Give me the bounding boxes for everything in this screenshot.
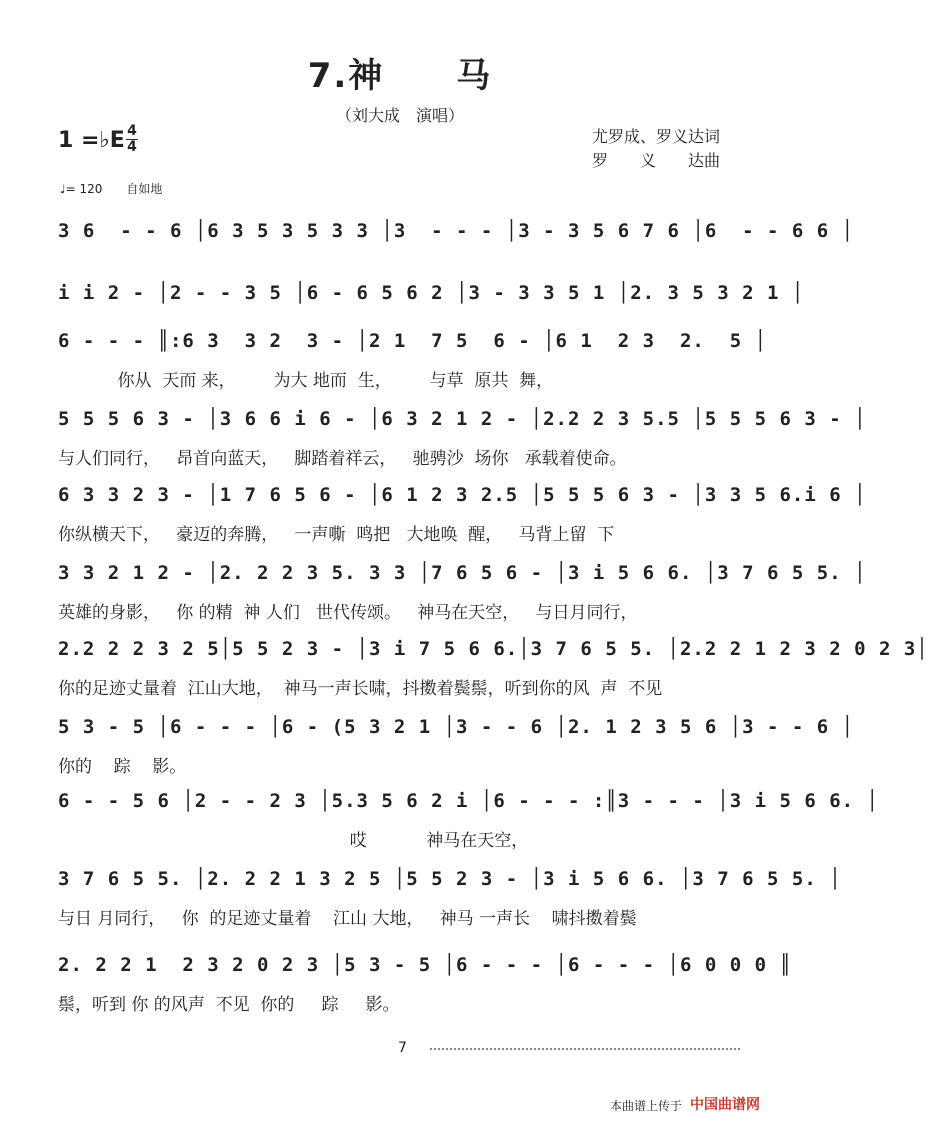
notation-row	[58, 408, 867, 442]
key-signature: 1 =♭E	[58, 128, 125, 153]
footer-text: 本曲谱上传于	[610, 1099, 683, 1113]
notation-row	[58, 330, 768, 364]
notation-line: 6 - - - ║:6 3 3 2 3 - │2 1 7 5 6 - │6 1 2 3 2. 5 │	[58, 330, 768, 352]
lyric-line: 与人们同行， 昂首向蓝天， 脚踏着祥云， 驰骋沙 场你 承载着使命。	[58, 449, 627, 469]
notation-line: 2.2 2 2 3 2 5│5 5 2 3 - │3 i 7 5 6 6.│3 7 6 5 5. │2.2 2 1 2 3 2 0 2 3│	[58, 638, 929, 660]
notation-row	[58, 790, 879, 824]
notation-line: 5 3 - 5 │6 - - - │6 - (5 3 2 1 │3 - - 6 │2. 1 2 3 5 6 │3 - - 6 │	[58, 716, 855, 738]
notation-line: 2. 2 2 1 2 3 2 0 2 3 │5 3 - 5 │6 - - - │6 - - - │6 0 0 0 ║	[58, 954, 792, 976]
time-signature	[126, 124, 138, 155]
notation-row	[58, 716, 855, 750]
notation-line: 5 5 5 6 3 - │3 6 6 i 6 - │6 3 2 1 2 - │2.2 2 3 5.5 │5 5 5 6 3 - │	[58, 408, 867, 430]
notation-row	[58, 484, 867, 518]
time-sig-bottom: 4	[127, 139, 137, 155]
lyricist-credit: 尤罗成、罗义达词	[592, 127, 721, 146]
song-title: 7.神 马	[307, 56, 493, 96]
notation-line: 3 6 - - 6 │6 3 5 3 5 3 3 │3 - - - │3 - 3 5 6 7 6 │6 - - 6 6 │	[58, 220, 855, 242]
time-sig-top: 4	[127, 123, 137, 139]
brand-logo: 中国曲谱网	[690, 1097, 760, 1113]
lyric-line: 英雄的身影， 你 的精 神 人们 世代传颂。 神马在天空， 与日月同行，	[58, 603, 638, 623]
lyric-line: 你的足迹丈量着 江山大地， 神马一声长啸，抖擞着鬓鬃，听到你的风 声 不见	[58, 679, 663, 699]
lyric-line: 与日 月同行， 你 的足迹丈量着 江山 大地， 神马 一声长 啸抖擞着鬓	[58, 909, 637, 929]
lyric-line: 鬃，听到 你 的风声 不见 你的 踪 影。	[58, 995, 400, 1015]
notation-row	[58, 220, 855, 254]
page-divider	[430, 1048, 740, 1050]
page-number: 7	[398, 1040, 407, 1056]
composer-credit: 罗 义 达曲	[592, 151, 721, 170]
notation-row	[58, 562, 867, 596]
notation-row	[58, 282, 805, 316]
lyric-line: 你的 踪 影。	[58, 757, 187, 777]
notation-row	[58, 868, 842, 902]
notation-line: i i 2 - │2 - - 3 5 │6 - 6 5 6 2 │3 - 3 3 5 1 │2. 3 5 3 2 1 │	[58, 282, 805, 304]
notation-line: 6 3 3 2 3 - │1 7 6 5 6 - │6 1 2 3 2.5 │5 5 5 6 3 - │3 3 5 6.i 6 │	[58, 484, 867, 506]
lyric-line: 哎 神马在天空，	[58, 831, 529, 851]
notation-line: 3 7 6 5 5. │2. 2 2 1 3 2 5 │5 5 2 3 - │3 i 5 6 6. │3 7 6 5 5. │	[58, 868, 842, 890]
tempo-marking: ♩= 120 自如地	[60, 182, 163, 196]
lyric-line: 你纵横天下， 豪迈的奔腾， 一声嘶 鸣把 大地唤 醒， 马背上留 下	[58, 525, 615, 545]
notation-line: 3 3 2 1 2 - │2. 2 2 3 5. 3 3 │7 6 5 6 - │3 i 5 6 6. │3 7 6 5 5. │	[58, 562, 867, 584]
lyric-line: 你从 天而 来， 为大 地而 生， 与草 原共 舞，	[58, 371, 554, 391]
notation-line: 6 - - 5 6 │2 - - 2 3 │5.3 5 6 2 i │6 - - - :║3 - - - │3 i 5 6 6. │	[58, 790, 879, 812]
notation-row	[58, 638, 929, 672]
notation-row	[58, 954, 792, 988]
song-subtitle: （刘大成 演唱）	[335, 106, 464, 125]
